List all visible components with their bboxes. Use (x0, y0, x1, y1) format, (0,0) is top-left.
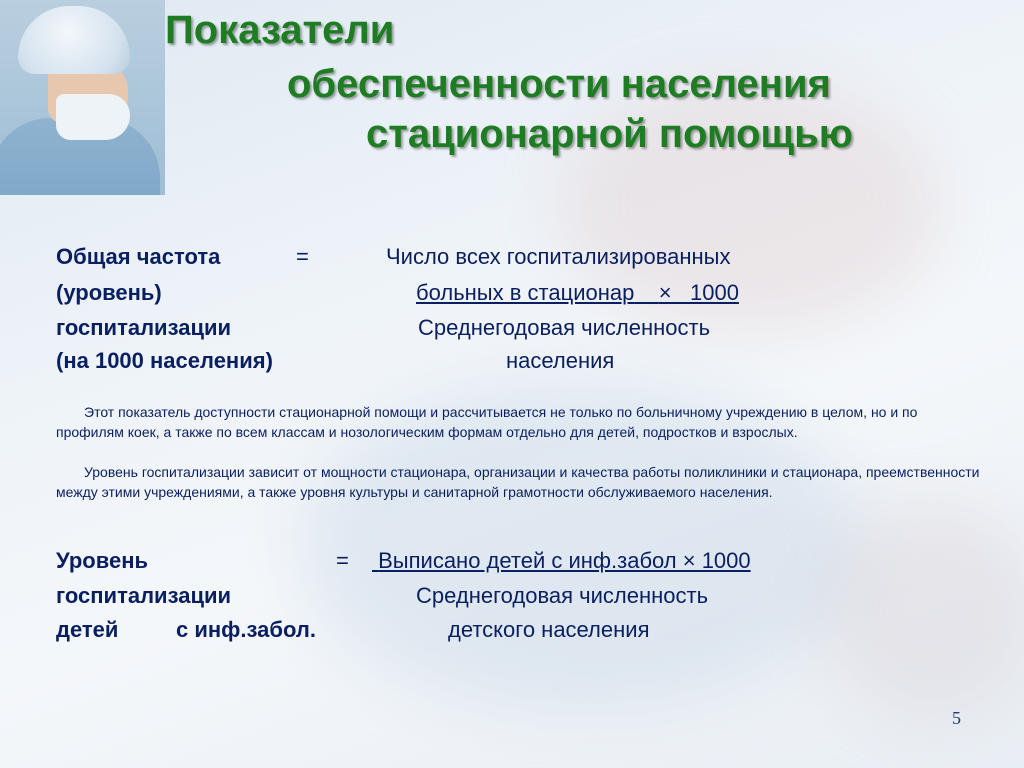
formula2-equals: = (336, 548, 349, 573)
formula1-label-line-1: Общая частота (56, 244, 221, 269)
surgeon-photo (0, 0, 165, 195)
formula2-label-line-2: госпитализации (56, 583, 232, 608)
page-number: 5 (952, 708, 961, 728)
formula1-label-line-4: (на 1000 населения) (56, 348, 273, 373)
description-paragraph-2 (56, 462, 986, 502)
description-paragraph-1 (56, 402, 986, 442)
formula1-label-line-2: (уровень) (56, 280, 162, 305)
surgical-mask (56, 94, 130, 140)
formula1-numerator-line-1: Число всех госпитализированных (386, 244, 731, 269)
formula1-multiplier: × 1000 (658, 280, 739, 305)
formula1-denominator-line-1: Среднегодовая численность (418, 315, 711, 340)
formula2-numerator (372, 550, 751, 572)
surgical-cap (18, 6, 130, 74)
formula2-denominator-line-1: Среднегодовая численность (416, 583, 709, 608)
formula1-denominator-line-2: населения (506, 348, 615, 373)
slide-title-line-3: стационарной помощью (366, 112, 853, 156)
description-paragraph-1-text: Этот показатель доступности стационарной помощи и рассчитывается не только по больничному учреждению в целом, но и по профилям коек, а также по всем классам и нозологическим формам отдельно для детей, подростков и взрослых. (56, 404, 918, 440)
formula2-label-line-3a: детей (56, 617, 119, 642)
slide-title-line-1: Показатели (165, 8, 395, 52)
formula1-label-line-3: госпитализации (56, 315, 232, 340)
formula1-numerator-line-2 (416, 282, 836, 304)
formula1-equals: = (296, 244, 309, 269)
formula2-numerator-text: Выписано детей с инф.забол × 1000 (378, 548, 751, 573)
slide-title-line-2: обеспеченности населения (287, 62, 831, 106)
background-glow (820, 500, 1024, 720)
formula1-numerator-text: больных в стационар (416, 280, 635, 305)
formula2-label-line-1: Уровень (56, 548, 149, 573)
formula2-denominator-line-2: детского населения (448, 617, 650, 642)
formula2-label-line-3b: с инф.забол. (176, 617, 316, 642)
description-paragraph-2-text: Уровень госпитализации зависит от мощности стационара, организации и качества работы поликлиники и стационара, преемственности между этими учреждениями, а также уровня культуры и санитарной грамотности обслуживаемого населения. (56, 464, 980, 500)
